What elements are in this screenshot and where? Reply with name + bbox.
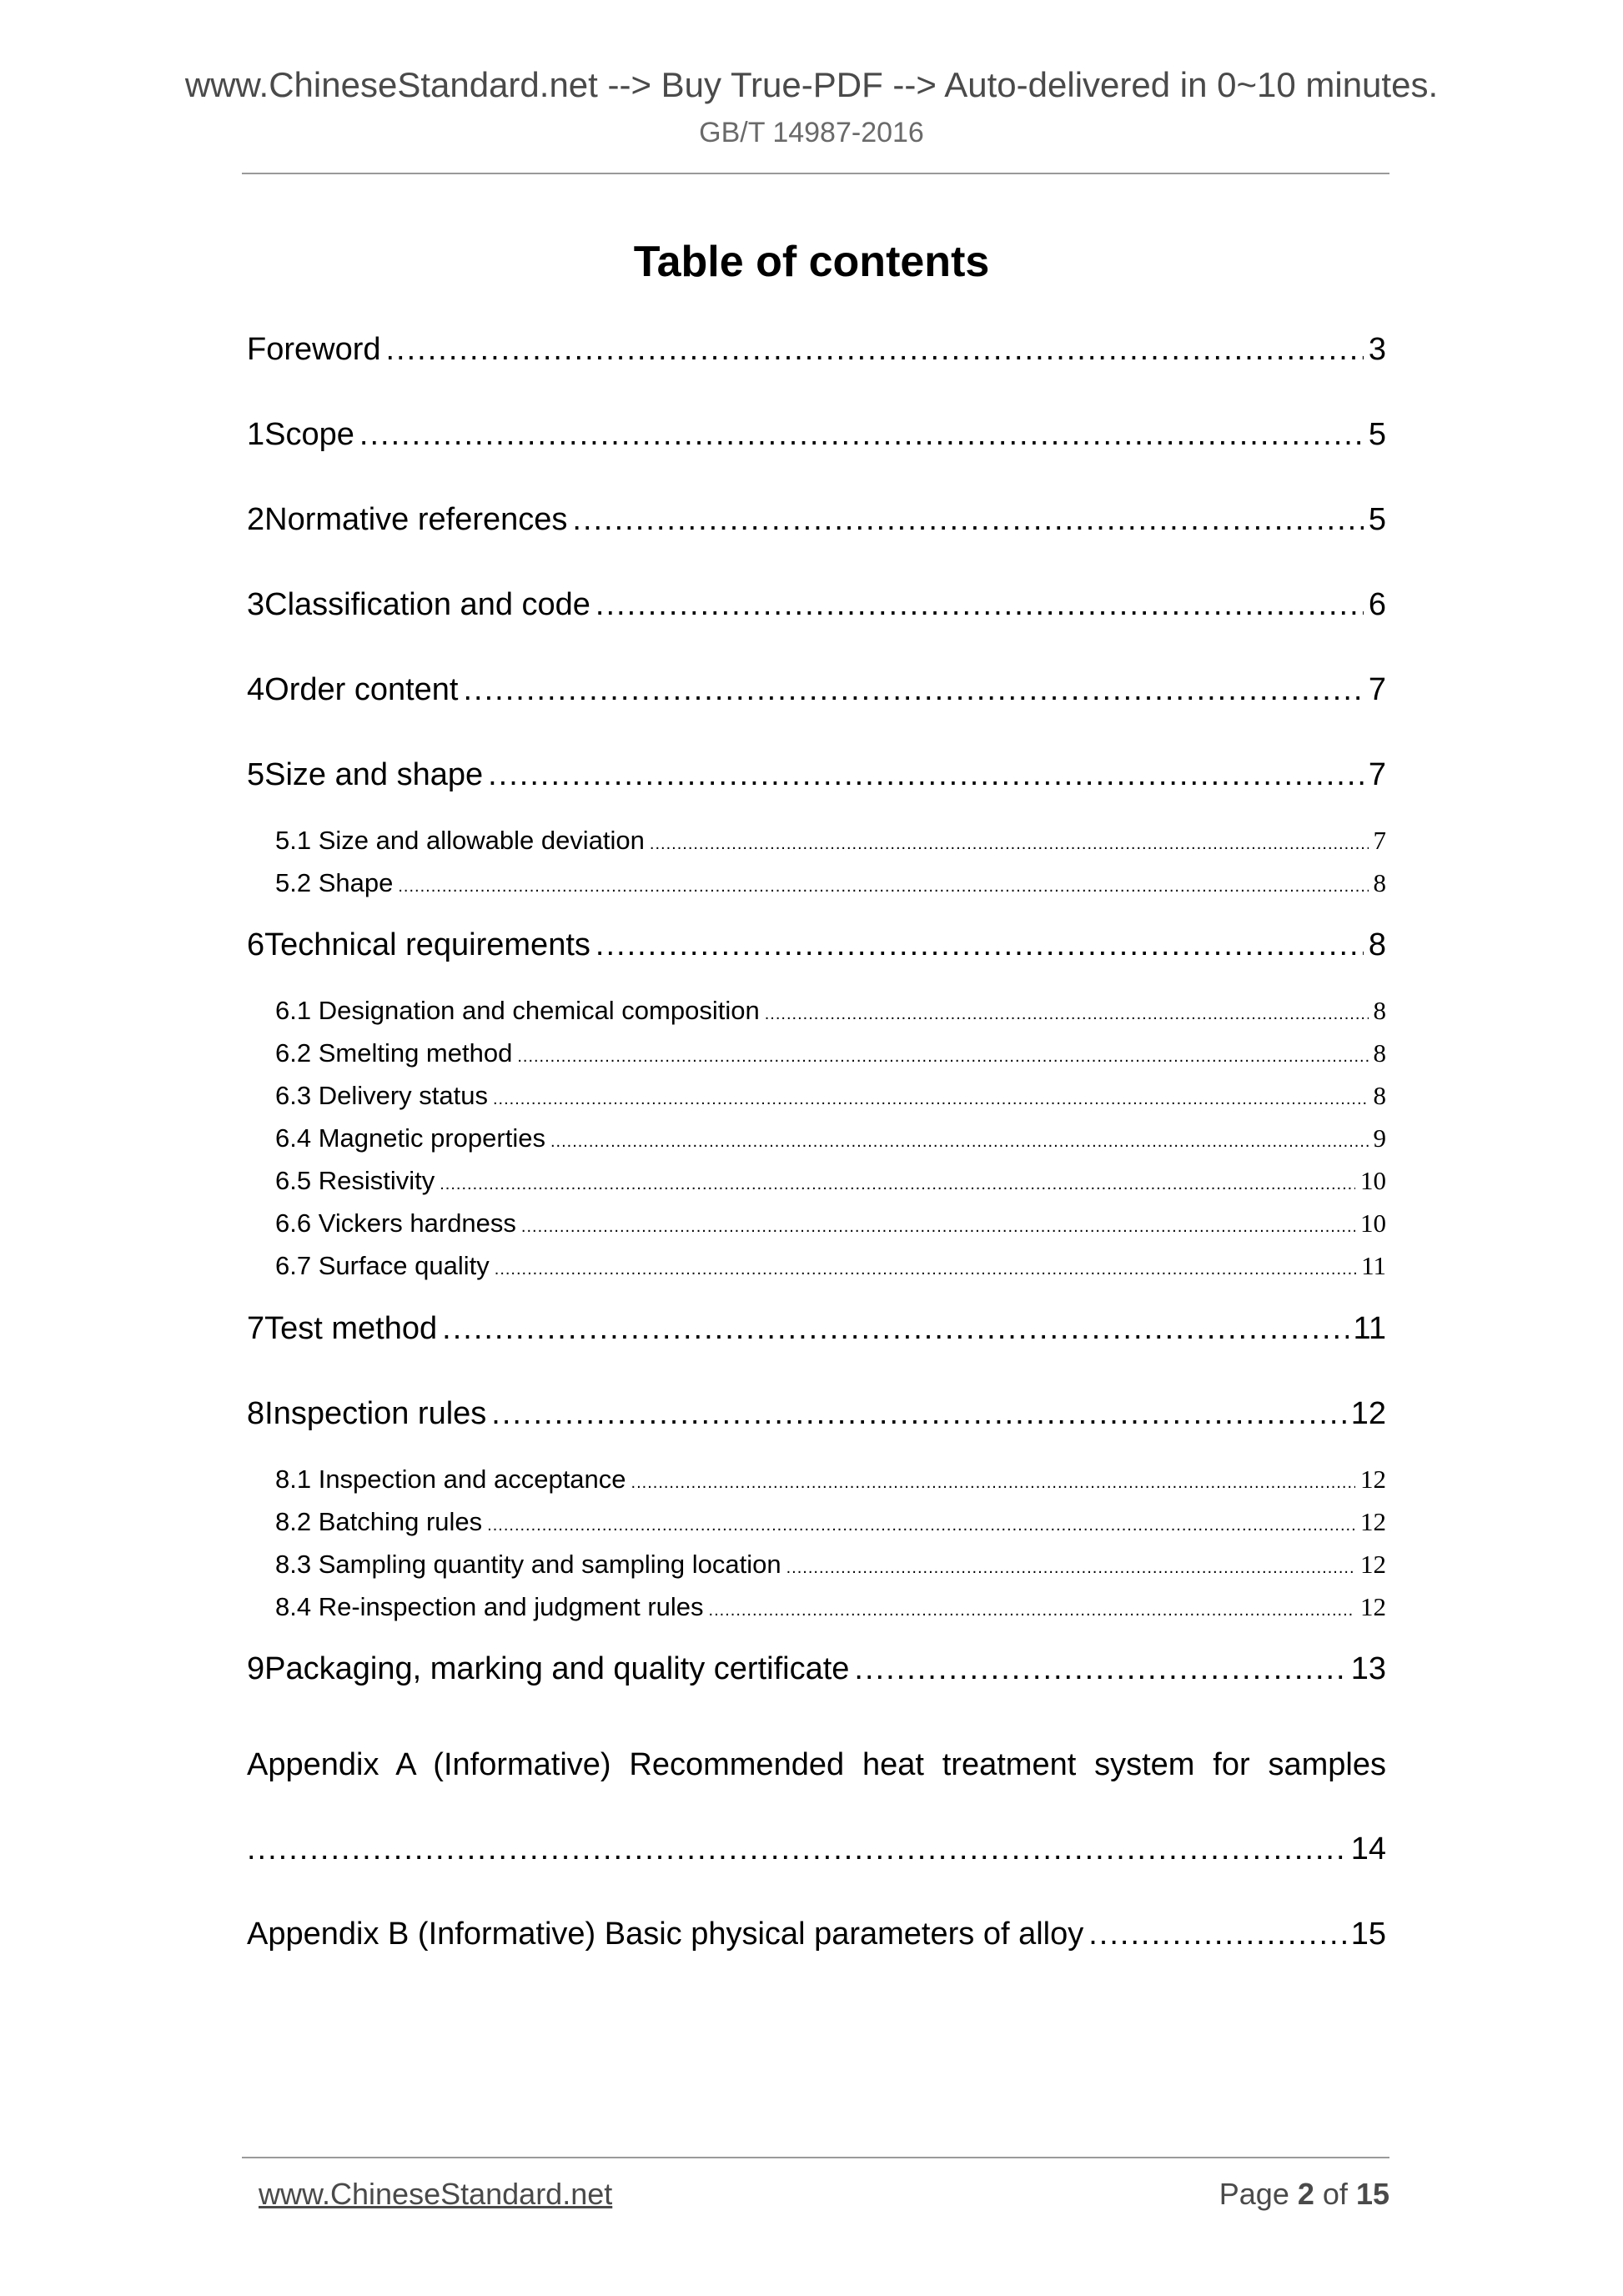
toc-entry-normative-references[interactable] bbox=[247, 502, 1386, 544]
toc-entry-label: 6.5 Resistivity bbox=[275, 1166, 435, 1195]
toc-leader-dots bbox=[463, 672, 1363, 708]
toc-entry-inspection-rules[interactable] bbox=[247, 1396, 1386, 1438]
toc-entry-page: 13 bbox=[1350, 1651, 1386, 1686]
toc-entry-label: 6.3 Delivery status bbox=[275, 1081, 488, 1110]
toc-entry-label: 8.3 Sampling quantity and sampling location bbox=[275, 1550, 781, 1579]
toc-entry-number: 1 bbox=[247, 417, 265, 452]
toc-entry-packaging-marking-certificate[interactable] bbox=[247, 1651, 1386, 1693]
toc-entry-page: 8 bbox=[1368, 927, 1386, 962]
toc-leader-dots bbox=[398, 877, 1368, 897]
toc-leader-dots bbox=[572, 502, 1363, 538]
toc-leader-dots bbox=[488, 757, 1364, 793]
toc-leader-dots bbox=[491, 1396, 1345, 1432]
toc-entry-page: 12 bbox=[1350, 1396, 1386, 1431]
toc-subentry-8-1[interactable] bbox=[275, 1465, 1386, 1498]
toc-entry-page: 10 bbox=[1360, 1208, 1386, 1238]
footer-page-counter bbox=[1219, 2177, 1389, 2212]
toc-entry-label: 5.2 Shape bbox=[275, 868, 394, 897]
toc-entry-label: Size and shape bbox=[264, 757, 484, 792]
current-page-number: 2 bbox=[1297, 2177, 1314, 2211]
toc-leader-dots bbox=[765, 1005, 1369, 1024]
toc-leader-dots bbox=[517, 1048, 1368, 1067]
toc-entry-label: Packaging, marking and quality certificate bbox=[264, 1651, 850, 1686]
toc-entry-page: 10 bbox=[1360, 1166, 1386, 1195]
toc-entry-appendix-a-page-line[interactable] bbox=[247, 1831, 1386, 1867]
toc-entry-test-method[interactable] bbox=[247, 1311, 1386, 1353]
toc-entry-number: 9 bbox=[247, 1651, 265, 1686]
toc-entry-label: 6.4 Magnetic properties bbox=[275, 1123, 545, 1153]
toc-entry-label: Classification and code bbox=[264, 587, 590, 622]
toc-leader-dots bbox=[631, 1474, 1355, 1493]
toc-subentry-8-2[interactable] bbox=[275, 1507, 1386, 1540]
toc-leader-dots bbox=[550, 1133, 1369, 1152]
toc-entry-number: 6 bbox=[247, 927, 265, 962]
toc-entry-page: 12 bbox=[1360, 1465, 1386, 1494]
toc-entry-page: 15 bbox=[1350, 1917, 1386, 1952]
toc-entry-label: Scope bbox=[264, 417, 354, 452]
toc-entry-foreword[interactable] bbox=[247, 332, 1386, 374]
toc-entry-page: 7 bbox=[1368, 757, 1386, 792]
toc-entry-number: 4 bbox=[247, 672, 265, 707]
toc-entry-label: 8.2 Batching rules bbox=[275, 1507, 483, 1536]
toc-leader-dots bbox=[493, 1090, 1369, 1109]
toc-entry-page: 8 bbox=[1373, 1038, 1386, 1068]
toc-entry-label: 6.2 Smelting method bbox=[275, 1038, 513, 1068]
toc-entry-page: 12 bbox=[1360, 1550, 1386, 1579]
toc-entry-scope[interactable] bbox=[247, 417, 1386, 459]
toc-entry-label: Test method bbox=[264, 1311, 438, 1346]
toc-entry-page: 12 bbox=[1360, 1592, 1386, 1621]
toc-leader-dots bbox=[650, 835, 1369, 854]
toc-leader-dots bbox=[442, 1311, 1348, 1347]
total-page-number: 15 bbox=[1355, 2177, 1389, 2211]
toc-entry-number: 7 bbox=[247, 1311, 265, 1346]
toc-subentry-6-2[interactable] bbox=[275, 1038, 1386, 1072]
toc-subentry-5-1[interactable] bbox=[275, 826, 1386, 859]
toc-leader-dots bbox=[595, 587, 1364, 623]
toc-leader-dots bbox=[386, 332, 1364, 368]
toc-leader-dots bbox=[487, 1516, 1355, 1535]
toc-leader-dots bbox=[854, 1651, 1345, 1687]
toc-subentry-6-4[interactable] bbox=[275, 1123, 1386, 1157]
toc-entry-label: Foreword bbox=[247, 332, 381, 367]
toc-leader-dots bbox=[247, 1831, 1346, 1867]
toc-entry-label: Technical requirements bbox=[264, 927, 590, 962]
toc-subentry-8-4[interactable] bbox=[275, 1592, 1386, 1625]
toc-subentry-6-6[interactable] bbox=[275, 1208, 1386, 1242]
header-standard-number: GB/T 14987-2016 bbox=[699, 117, 924, 148]
toc-leader-dots bbox=[495, 1260, 1356, 1279]
toc-entry-page: 8 bbox=[1373, 996, 1386, 1025]
toc-entry-order-content[interactable] bbox=[247, 672, 1386, 714]
toc-entry-classification-and-code[interactable] bbox=[247, 587, 1386, 629]
toc-entry-number: 8 bbox=[247, 1396, 265, 1431]
toc-entry-label: 6.6 Vickers hardness bbox=[275, 1208, 516, 1238]
toc-leader-dots bbox=[521, 1218, 1355, 1237]
toc-entry-label: Inspection rules bbox=[264, 1396, 487, 1431]
toc-title: Table of contents bbox=[633, 238, 990, 286]
toc-entry-technical-requirements[interactable] bbox=[247, 927, 1386, 969]
toc-entry-size-and-shape[interactable] bbox=[247, 757, 1386, 799]
toc-leader-dots bbox=[359, 417, 1364, 453]
page-of-label: of bbox=[1322, 2177, 1348, 2211]
toc-entry-page: 11 bbox=[1361, 1251, 1386, 1280]
toc-entry-label: 6.1 Designation and chemical composition bbox=[275, 996, 760, 1025]
header-purchase-banner: www.ChineseStandard.net --> Buy True-PDF --> Auto-delivered in 0~10 minutes. bbox=[184, 65, 1439, 104]
toc-leader-dots bbox=[1088, 1917, 1346, 1952]
toc-leader-dots bbox=[440, 1175, 1355, 1194]
toc-entry-page: 7 bbox=[1368, 672, 1386, 707]
toc-entry-label: 6.7 Surface quality bbox=[275, 1251, 490, 1280]
toc-entry-appendix-a[interactable]: Appendix A (Informative) Recommended heat treatment system for samples bbox=[247, 1747, 1386, 1782]
toc-entry-page: 8 bbox=[1373, 868, 1386, 897]
page-label: Page bbox=[1219, 2177, 1289, 2211]
toc-entry-number: 5 bbox=[247, 757, 265, 792]
toc-entry-page: 6 bbox=[1368, 587, 1386, 622]
toc-leader-dots bbox=[709, 1601, 1355, 1620]
toc-entry-label: 8.1 Inspection and acceptance bbox=[275, 1465, 626, 1494]
toc-entry-appendix-b[interactable] bbox=[247, 1917, 1386, 1958]
toc-entry-page: 5 bbox=[1368, 502, 1386, 537]
toc-entry-label: Appendix B (Informative) Basic physical parameters of alloy bbox=[247, 1917, 1084, 1952]
toc-entry-page: 5 bbox=[1368, 417, 1386, 452]
toc-entry-page: 14 bbox=[1350, 1831, 1386, 1866]
toc-subentry-5-2[interactable] bbox=[275, 868, 1386, 902]
footer-divider bbox=[242, 2157, 1389, 2158]
toc-entry-label: 8.4 Re-inspection and judgment rules bbox=[275, 1592, 704, 1621]
toc-entry-page: 7 bbox=[1373, 826, 1386, 855]
toc-entry-page: 3 bbox=[1368, 332, 1386, 367]
toc-entry-page: 9 bbox=[1373, 1123, 1386, 1153]
toc-leader-dots bbox=[786, 1559, 1355, 1578]
toc-entry-number: 3 bbox=[247, 587, 265, 622]
toc-entry-page: 12 bbox=[1360, 1507, 1386, 1536]
toc-subentry-6-5[interactable] bbox=[275, 1166, 1386, 1199]
toc-entry-page: 8 bbox=[1373, 1081, 1386, 1110]
toc-subentry-8-3[interactable] bbox=[275, 1550, 1386, 1583]
toc-entry-page: 11 bbox=[1353, 1311, 1386, 1346]
toc-leader-dots bbox=[595, 927, 1364, 963]
toc-entry-number: 2 bbox=[247, 502, 265, 537]
toc-entry-label: Order content bbox=[264, 672, 459, 707]
header-divider bbox=[242, 173, 1389, 174]
toc-entry-label: 5.1 Size and allowable deviation bbox=[275, 826, 645, 855]
toc-subentry-6-7[interactable] bbox=[275, 1251, 1386, 1284]
footer-website-link[interactable]: www.ChineseStandard.net bbox=[259, 2177, 613, 2211]
toc-subentry-6-1[interactable] bbox=[275, 996, 1386, 1029]
toc-entry-label: Normative references bbox=[264, 502, 568, 537]
toc-subentry-6-3[interactable] bbox=[275, 1081, 1386, 1114]
